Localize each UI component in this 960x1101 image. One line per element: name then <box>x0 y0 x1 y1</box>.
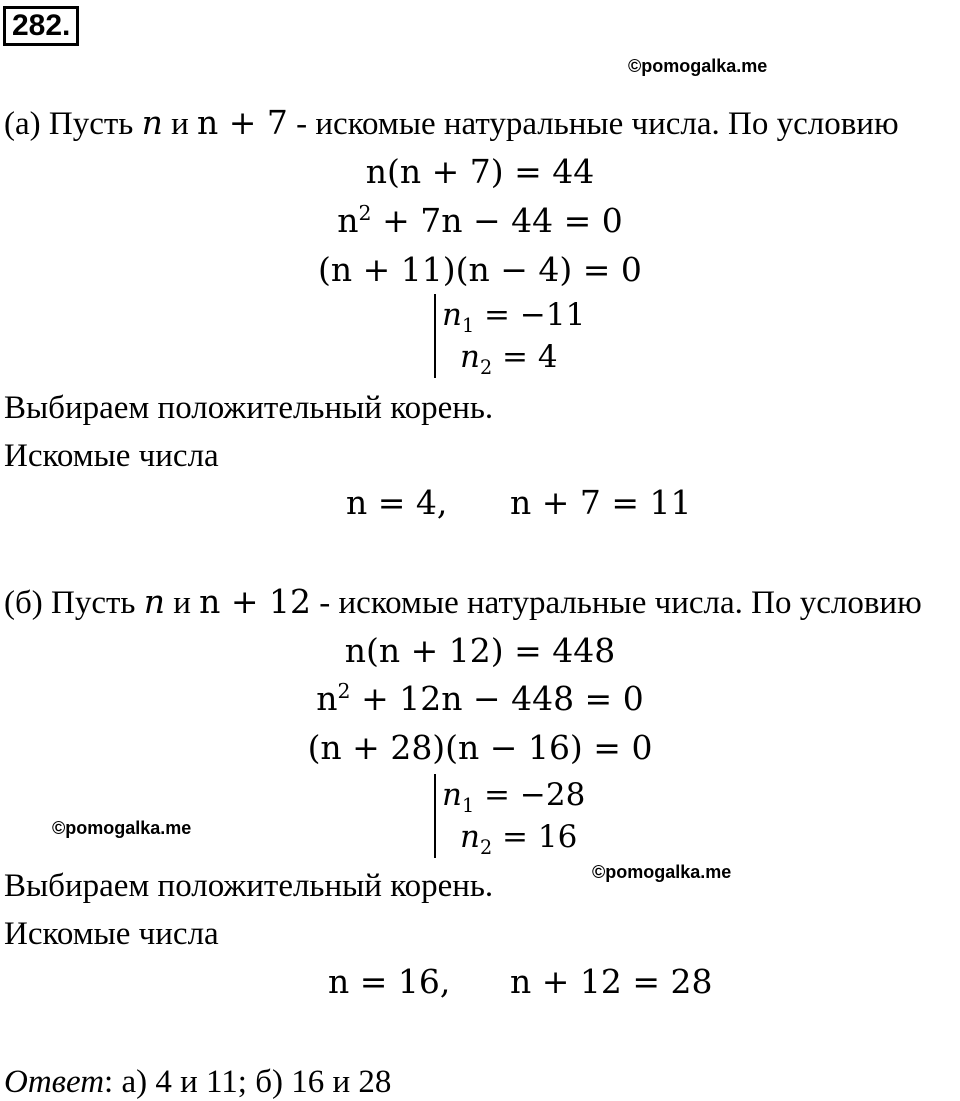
part-a-intro-suffix: - искомые натуральные числа. По условию <box>296 106 899 142</box>
part-b-root-1: $n_1 = -28$ <box>442 777 586 818</box>
final-answer-label: Ответ <box>4 1064 105 1100</box>
part-b-eq2-left: n <box>316 679 338 718</box>
part-b-and: и <box>173 585 191 621</box>
watermark: ©pomogalka.me <box>592 862 732 882</box>
part-a-var: n <box>141 103 163 142</box>
part-a-equation-1: n(n + 7) = 44 <box>365 152 595 191</box>
part-a-intro-prefix: (а) Пусть <box>4 106 134 142</box>
part-b-equation-2: $n^2 + 12n - 448 = 0$ <box>316 679 644 718</box>
part-b-answer-label: Искомые числа <box>4 916 219 952</box>
watermark: ©pomogalka.me <box>628 56 768 76</box>
part-a-equation-3: (n + 11)(n − 4) = 0 <box>318 250 642 289</box>
part-b-expr: n + 12 <box>199 582 312 621</box>
part-a-equation-2: $n^2 + 7n - 44 = 0$ <box>337 201 623 240</box>
part-b-choose-text: Выбираем положительный корень. <box>4 868 494 904</box>
watermark: ©pomogalka.me <box>52 818 192 838</box>
part-b-answer-n12: n + 12 = 28 <box>510 962 713 1001</box>
part-a-root-1: $n_1 = -11$ <box>442 297 586 338</box>
part-b-equation-1: n(n + 12) = 448 <box>344 631 616 670</box>
part-b-equation-3: (n + 28)(n − 16) = 0 <box>307 728 653 767</box>
part-a-expr: n + 7 <box>197 103 288 142</box>
part-b-answer-n: n = 16, <box>328 962 451 1001</box>
part-a-root-system <box>434 294 585 378</box>
part-a-answer-n7: n + 7 = 11 <box>510 483 692 522</box>
part-b-intro <box>4 583 922 622</box>
part-a-choose-text: Выбираем положительный корень. <box>4 390 494 426</box>
part-a-and: и <box>171 106 189 142</box>
final-answer <box>4 1063 391 1101</box>
part-a-eq2-right: + 7n − 44 = 0 <box>382 201 623 240</box>
problem-number: 282. <box>3 6 79 46</box>
part-b-root-system <box>434 774 585 858</box>
part-b-intro-suffix: - искомые натуральные числа. По условию <box>319 585 922 621</box>
part-a-intro <box>4 104 899 143</box>
part-b-intro-prefix: (б) Пусть <box>4 585 136 621</box>
final-answer-text: : а) 4 и 11; б) 16 и 28 <box>104 1064 392 1100</box>
part-b-root-2: $n_2 = 16$ <box>460 819 578 860</box>
part-a-eq2-left: n <box>337 201 359 240</box>
part-b-eq2-right: + 12n − 448 = 0 <box>361 679 644 718</box>
part-a-answer-label: Искомые числа <box>4 438 219 474</box>
part-a-root-2: $n_2 = 4$ <box>460 339 558 380</box>
part-a-answer-n: n = 4, <box>346 483 448 522</box>
part-b-var: n <box>143 582 165 621</box>
